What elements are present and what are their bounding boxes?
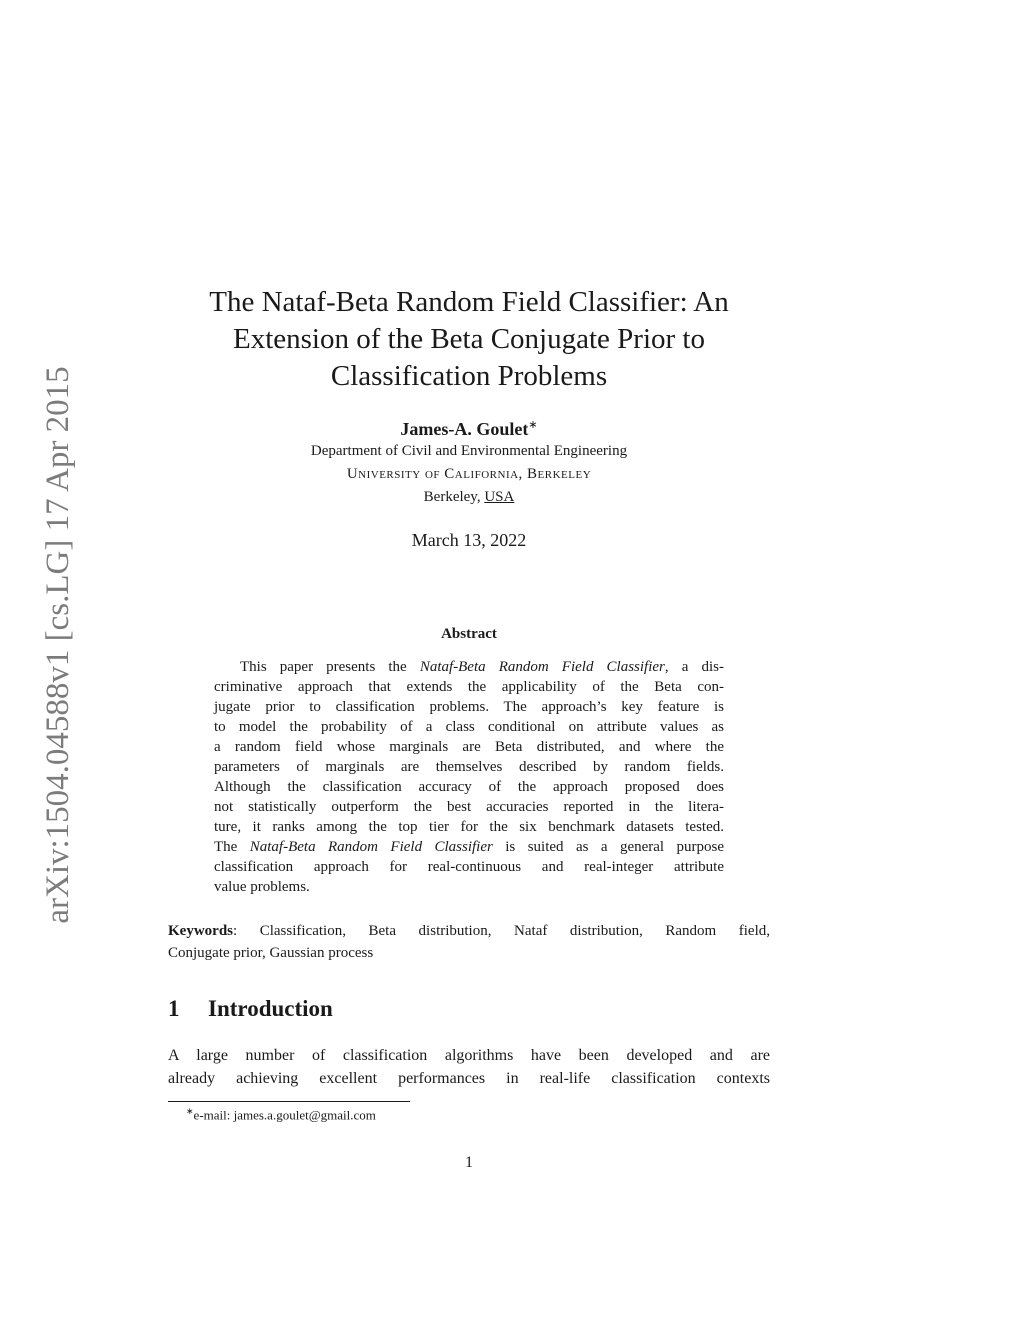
abstract-line: classification approach for real-continuous and real-integer attribute: [214, 859, 724, 875]
section-heading: [168, 996, 333, 1022]
page-number: 1: [465, 1154, 473, 1171]
title-line: Classification Problems: [330, 360, 608, 392]
keywords-line: Conjugate prior, Gaussian process: [168, 945, 374, 961]
abstract-line: criminative approach that extends the applicability of the Beta con-: [214, 679, 724, 695]
keywords-line: Keywords: Classification, Beta distribution, Nataf distribution, Random field,: [168, 923, 770, 939]
abstract-line: a random field whose marginals are Beta distributed, and where the: [214, 739, 724, 755]
abstract-line: The Nataf-Beta Random Field Classifier is suited as a general purpose: [214, 839, 724, 855]
arxiv-identifier-stamp: arXiv:1504.04588v1 [cs.LG] 17 Apr 2015: [40, 366, 76, 924]
abstract-line: to model the probability of a class conditional on attribute values as: [214, 719, 724, 735]
section-title: Introduction: [208, 996, 333, 1021]
paper-title: [168, 284, 770, 395]
abstract-line: Although the classification accuracy of the approach proposed does: [214, 779, 724, 795]
abstract-line: value problems.: [214, 879, 310, 895]
title-line: Extension of the Beta Conjugate Prior to: [233, 323, 705, 355]
abstract-line: This paper presents the Nataf-Beta Random Field Classifier, a dis-: [240, 659, 724, 675]
title-line: The Nataf-Beta Random Field Classifier: An: [209, 286, 729, 318]
abstract-body: [214, 657, 724, 897]
author-location: Berkeley, USA: [423, 489, 515, 505]
author-department: Department of Civil and Environmental Engineering: [310, 443, 628, 459]
abstract-line: ture, it ranks among the top tier for the six benchmark datasets tested.: [214, 819, 724, 835]
intro-line: A large number of classification algorithms have been developed and are: [168, 1047, 770, 1064]
keywords-label: Keywords: [168, 923, 233, 939]
abstract-line: not statistically outperform the best accuracies reported in the litera-: [214, 799, 724, 815]
section-number: 1: [168, 996, 180, 1021]
author-name: James-A. Goulet∗: [400, 419, 538, 439]
author-country: USA: [484, 489, 515, 505]
footnote: ∗e-mail: james.a.goulet@gmail.com: [186, 1106, 376, 1123]
keywords: [168, 920, 770, 964]
intro-paragraph: [168, 1044, 770, 1090]
intro-line: already achieving excellent performances in real-life classification contexts: [168, 1070, 770, 1087]
author-footnote-mark: ∗: [528, 419, 538, 431]
footnote-rule: [168, 1101, 410, 1102]
abstract-line: parameters of marginals are themselves described by random fields.: [214, 759, 724, 775]
abstract-line: jugate prior to classification problems. The approach’s key feature is: [214, 699, 724, 715]
abstract-heading: Abstract: [441, 626, 497, 642]
paper-date: March 13, 2022: [411, 530, 527, 550]
author-university: University of California, Berkeley: [346, 466, 592, 482]
